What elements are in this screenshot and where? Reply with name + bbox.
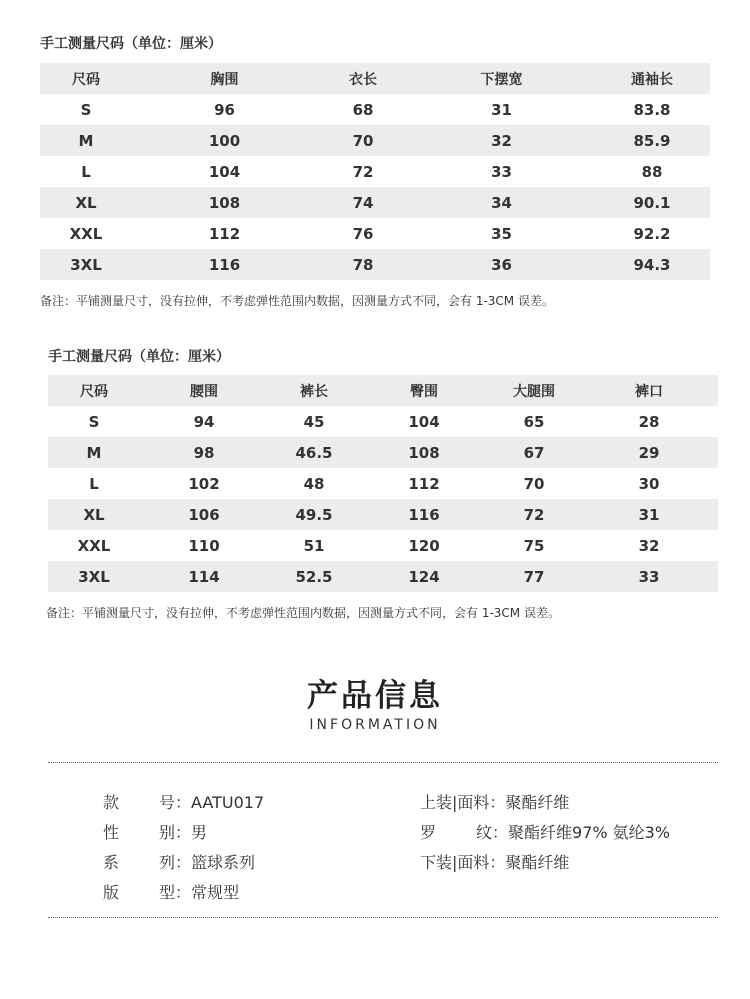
info-key: 版型 <box>103 883 175 902</box>
top-size-table <box>40 63 710 280</box>
info-key: 款号 <box>103 793 175 812</box>
measure-cell: 32 <box>491 131 512 150</box>
measure-cell: 70 <box>523 474 545 493</box>
header-cell: 尺码 <box>80 383 108 400</box>
table-row <box>40 156 710 187</box>
table-row <box>48 468 718 499</box>
measure-cell: 120 <box>408 536 440 555</box>
measure-cell: 85.9 <box>633 131 671 150</box>
size-cell: L <box>81 162 91 181</box>
measure-cell: 46.5 <box>295 443 333 462</box>
measure-cell: 48 <box>303 474 325 493</box>
info-left-item: 系列：篮球系列 <box>103 850 255 873</box>
table-row <box>40 218 710 249</box>
measure-cell: 92.2 <box>633 224 671 243</box>
measure-cell: 102 <box>188 474 220 493</box>
measure-cell: 35 <box>491 224 512 243</box>
header-cell: 衣长 <box>349 71 377 88</box>
table-row <box>48 437 718 468</box>
measure-cell: 104 <box>208 162 241 181</box>
measure-cell: 51 <box>303 536 325 555</box>
measure-cell: 31 <box>491 100 512 119</box>
info-title: 产品信息 <box>307 678 443 714</box>
measure-cell: 74 <box>352 193 374 212</box>
size-cell: XL <box>75 193 97 212</box>
header-cell: 臀围 <box>410 383 438 400</box>
measure-cell: 112 <box>208 224 241 243</box>
measure-cell: 52.5 <box>295 567 333 586</box>
measure-cell: 34 <box>491 193 512 212</box>
measure-cell: 33 <box>638 567 660 586</box>
measure-cell: 28 <box>638 412 660 431</box>
measure-cell: 72 <box>352 162 374 181</box>
info-left-item: 款号：AATU017 <box>103 790 264 813</box>
measure-cell: 72 <box>523 505 545 524</box>
measure-cell: 94.3 <box>633 255 671 274</box>
info-value: 常规型 <box>191 883 240 902</box>
measure-cell: 33 <box>491 162 512 181</box>
info-value: 聚酯纤维97% 氨纶3% <box>508 823 671 842</box>
table-row <box>40 94 710 125</box>
measure-cell: 94 <box>193 412 215 431</box>
measure-cell: 76 <box>352 224 374 243</box>
size-cell: 3XL <box>70 255 102 274</box>
bottom-size-table <box>48 375 718 592</box>
measure-cell: 78 <box>352 255 374 274</box>
info-left-item: 性别：男 <box>103 820 207 843</box>
measure-cell: 67 <box>523 443 545 462</box>
measure-cell: 90.1 <box>633 193 671 212</box>
size-cell: M <box>86 443 102 462</box>
table-row <box>48 406 718 437</box>
table-row <box>40 249 710 280</box>
header-cell: 裤口 <box>635 383 663 400</box>
size-cell: M <box>78 131 94 150</box>
dotted-divider-bottom <box>48 917 718 918</box>
size-cell: XL <box>83 505 105 524</box>
header-cell: 裤长 <box>300 383 328 400</box>
table-row <box>48 499 718 530</box>
size-cell: XXL <box>77 536 111 555</box>
info-value: 男 <box>191 823 208 842</box>
info-right-item: 罗纹：聚酯纤维97% 氨纶3% <box>420 820 670 843</box>
dotted-divider-top <box>48 762 718 763</box>
info-subtitle: INFORMATION <box>309 717 441 733</box>
info-left-item: 版型：常规型 <box>103 880 239 903</box>
measure-cell: 83.8 <box>633 100 671 119</box>
measure-cell: 108 <box>208 193 241 212</box>
measure-cell: 116 <box>408 505 440 524</box>
info-key: 系列 <box>103 853 175 872</box>
info-right-item: 下装|面料：聚酯纤维 <box>420 850 569 873</box>
measure-cell: 30 <box>638 474 660 493</box>
measure-cell: 110 <box>188 536 220 555</box>
header-cell: 通袖长 <box>631 71 673 88</box>
measure-cell: 106 <box>188 505 220 524</box>
header-cell: 尺码 <box>72 71 100 88</box>
measure-cell: 31 <box>638 505 660 524</box>
measure-cell: 104 <box>408 412 440 431</box>
table-header-row <box>48 375 718 406</box>
measure-cell: 68 <box>352 100 374 119</box>
measure-cell: 70 <box>352 131 374 150</box>
info-value: 篮球系列 <box>191 853 256 872</box>
table-row <box>48 530 718 561</box>
info-right-item: 上装|面料：聚酯纤维 <box>420 790 569 813</box>
info-value: 聚酯纤维 <box>505 793 570 812</box>
measure-cell: 29 <box>638 443 660 462</box>
measure-cell: 124 <box>408 567 440 586</box>
measure-cell: 100 <box>208 131 241 150</box>
size-cell: S <box>80 100 92 119</box>
info-key: 性别 <box>103 823 175 842</box>
measure-cell: 65 <box>523 412 545 431</box>
top-table-note: 备注：平铺测量尺寸，没有拉伸，不考虑弹性范围内数据，因测量方式不同，会有 1-3CM 误差。 <box>40 294 554 308</box>
table-header-row <box>40 63 710 94</box>
bottom-table-note: 备注：平铺测量尺寸，没有拉伸，不考虑弹性范围内数据，因测量方式不同，会有 1-3CM 误差。 <box>46 606 560 620</box>
size-cell: L <box>89 474 99 493</box>
measure-cell: 45 <box>303 412 325 431</box>
header-cell: 胸围 <box>210 71 239 88</box>
measure-cell: 36 <box>491 255 512 274</box>
measure-cell: 96 <box>214 100 235 119</box>
info-value: 聚酯纤维 <box>505 853 570 872</box>
header-cell: 大腿围 <box>513 383 555 400</box>
size-cell: S <box>88 412 100 431</box>
size-cell: 3XL <box>78 567 110 586</box>
measure-cell: 114 <box>188 567 220 586</box>
measure-cell: 116 <box>208 255 241 274</box>
measure-cell: 49.5 <box>295 505 333 524</box>
measure-cell: 77 <box>523 567 545 586</box>
info-key: 上装|面料 <box>420 793 490 812</box>
table-row <box>48 561 718 592</box>
measure-cell: 112 <box>408 474 440 493</box>
measure-cell: 75 <box>523 536 545 555</box>
measure-cell: 98 <box>193 443 215 462</box>
bottom-table-title: 手工测量尺码（单位：厘米） <box>48 349 230 365</box>
info-key: 罗纹 <box>420 823 492 842</box>
info-value: AATU017 <box>191 793 265 812</box>
header-cell: 下摆宽 <box>480 71 523 88</box>
measure-cell: 88 <box>641 162 663 181</box>
measure-cell: 108 <box>408 443 440 462</box>
measure-cell: 32 <box>638 536 660 555</box>
table-row <box>40 187 710 218</box>
info-key: 下装|面料 <box>420 853 490 872</box>
top-table-title: 手工测量尺码（单位：厘米） <box>40 36 222 52</box>
size-cell: XXL <box>69 224 103 243</box>
header-cell: 腰围 <box>190 383 218 400</box>
table-row <box>40 125 710 156</box>
